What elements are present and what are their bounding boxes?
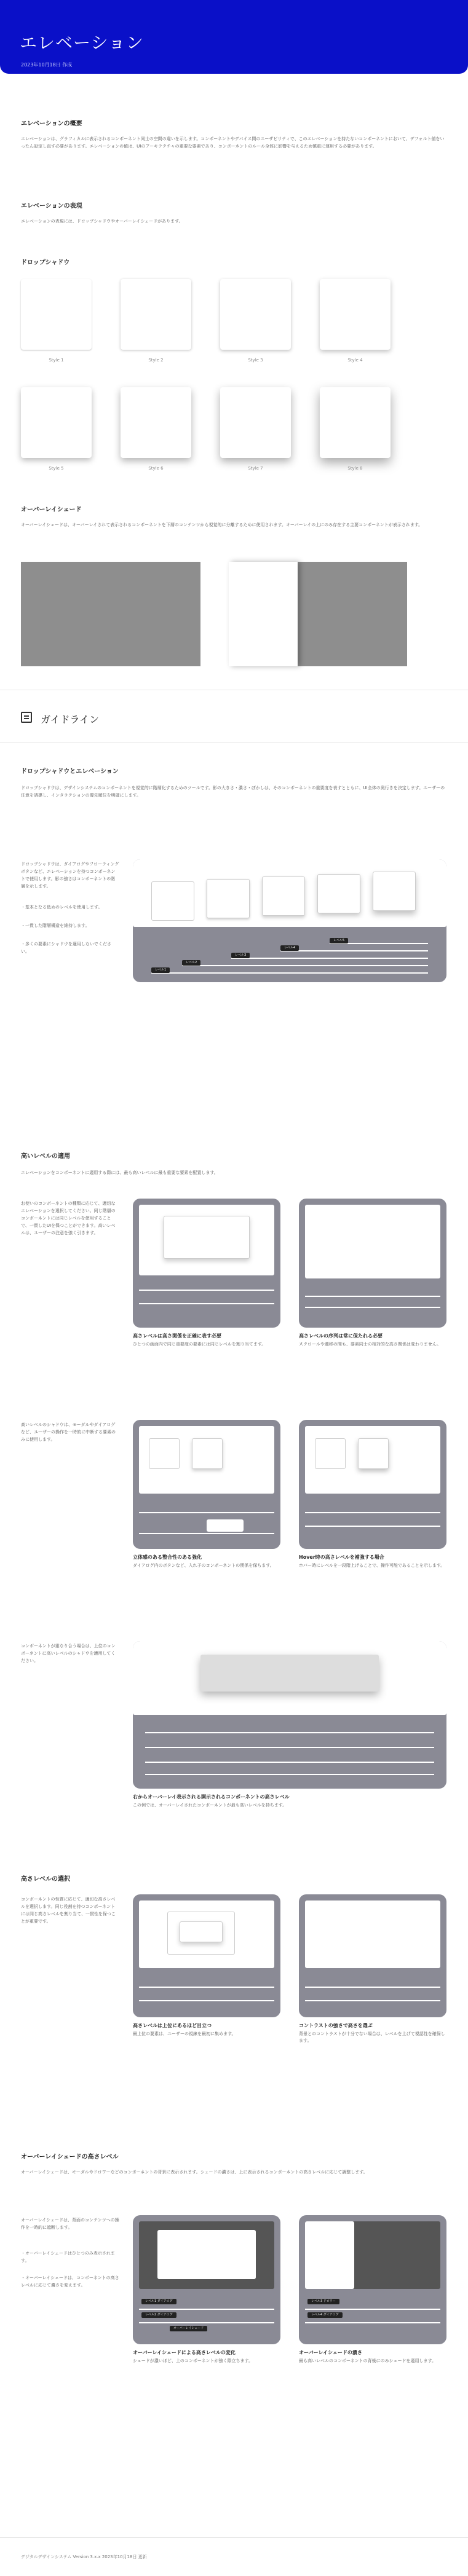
dse-side-bullet: ・一貫した階層構造を維持します。 [21,923,90,928]
shadow-style-label: Style 3 [248,358,263,363]
ovlevel-card-2-frame [299,2215,446,2344]
shadow-style-label: Style 2 [148,358,164,363]
level-line [305,1296,440,1297]
demo-card-level-1 [151,881,194,921]
overlay-text: オーバーレイシェードは、オーバーレイされて表示されるコンポーネントを下層のコンテンツから視覚的に分離するために使用されます。オーバーレイの上にのみ存在する主要コンポーネントが表示されます。 [21,522,423,527]
dropshadow-heading: ドロップシャドウ [21,259,70,266]
overlay-example-full [21,562,200,666]
shadow-style-8 [320,387,391,458]
shadow-style-4 [320,279,391,350]
overlay-example-half [229,562,407,666]
level-line [139,1533,274,1534]
ovlevel-card-1-text: シェードが濃いほど、上のコンポーネントが強く際立ちます。 [133,2358,253,2363]
dse-text: ドロップシャドウは、デザインシステムのコンポーネントを視覚的に階層化するためのツールです。影の大きさ・濃さ・ぼかしは、そのコンポーネントの重要度を表すとともに、UI全体の奥行きを決定します。ユーザーの注意を誘導し、インタラクションの優先順位を明確にします。 [21,786,445,798]
high-side-text: コンポーネントが重なり合う場合は、上位のコンポーネントに高いレベルのシャドウを適用してください。 [21,1644,116,1663]
shadow-style-label: Style 8 [347,466,363,471]
high-card-4-title: Hover時の高さレベルを補強する場合 [299,1554,384,1560]
level-line [139,1290,274,1291]
shadow-style-6 [121,387,191,458]
choose-card-1-text: 最上位の要素は、ユーザーの視線を最初に集めます。 [133,2031,236,2036]
demo-card-level-3 [262,876,305,916]
level-tag: レベル3 [231,953,250,958]
high-card-3-frame [133,1420,280,1549]
ovlevel-card-1-title: オーバーレイシェードによる高さレベルの変化 [133,2350,236,2355]
high-card-5-title: 右からオーバーレイ表示される開示されるコンポーネントの高さレベル [133,1794,290,1800]
choose-side-text: コンポーネントの性質に応じて、適切な高さレベルを選択します。同じ役割を持つコンポーネントには同じ高さレベルを割り当て、一貫性を保つことが重要です。 [21,1897,116,1924]
level-line [305,1512,440,1513]
shadow-style-label: Style 6 [148,466,164,471]
level-line [182,965,428,966]
high-side-text: お使いのコンポーネントの種類に応じて、適切なエレベーションを選択してください。同じ階層のコンポーネントには同じレベルを使用することで、一貫したUIを保つことができます。高いレベルは、ユーザーの注意を強く引きます。 [21,1201,116,1235]
choose-card-2-title: コントラストの強さで高さを選ぶ [299,2023,373,2028]
demo-card-level-2 [207,879,250,918]
kinds-heading: エレベーションの表現 [21,203,82,210]
demo-dialog [164,1216,250,1259]
demo-card-level-5 [373,872,416,911]
high-card-3-title: 立体感のある整合性のある強化 [133,1554,202,1560]
level-tag: オーバーレイシェード [170,2326,207,2331]
created-date: 2023年10月18日 作成 [21,62,73,68]
level-tag: レベル1 ダイアログ [141,2299,176,2304]
ovlevel-heading: オーバーレイシェードの高さレベル [21,2154,119,2160]
level-line [305,2309,440,2310]
dse-demo-frame [133,859,446,982]
demo-surface [305,1900,440,1968]
kinds-text: エレベーションの表現には、ドロップシャドウやオーバーレイシェードがあります。 [21,219,183,224]
dse-heading: ドロップシャドウとエレベーション [21,768,119,775]
high-text: エレベーションをコンポーネントに適用する際には、最も高いレベルに最も重要な要素を配置します。 [21,1170,218,1175]
overview-text: エレベーションは、グラフィカルに表示されるコンポーネント同士の空間の違いを示します。コンポーネントやデバイス間のユーザビリティで、このエレベーションを持たないコンポーネントにおいて、デフォルト値をいったん設定し直す必要があります。エレベーションの値は、UIのアーキテクチャの重要な要素であり、コンポーネントのルール全体に影響を与えるため慎重に運用する必要があります。 [21,136,445,149]
high-card-1-frame [133,1199,280,1328]
dse-side-bullet: ・基本となる低めのレベルを使用します。 [21,905,103,910]
high-card-4-frame [299,1420,446,1549]
shadow-style-label: Style 5 [49,466,64,471]
demo-drawer [305,2221,354,2289]
level-tag: レベル1 [151,967,170,973]
demo-dialog [157,2230,256,2279]
ovlevel-side-text: オーバーレイシェードは、背面のコンテンツへの操作を一時的に遮断します。 [21,2218,119,2230]
choose-card-1-title: 高さレベルは上位にあるほど目立つ [133,2023,212,2028]
demo-card [192,1438,223,1469]
level-tag: レベル5 [330,938,348,943]
level-line [139,1303,274,1304]
level-line [145,1762,434,1763]
level-line [305,1526,440,1527]
ovlevel-card-2-title: オーバーレイシェードの濃さ [299,2350,362,2355]
shadow-style-2 [121,279,191,350]
dse-side-bullet: ・多くの要素にシャドウを適用しないでください。 [21,942,111,954]
shadow-style-3 [220,279,291,350]
level-line [305,2322,440,2323]
demo-surface [305,1205,440,1278]
level-line [305,2000,440,2001]
high-card-2-frame [299,1199,446,1328]
overlay-heading: オーバーレイシェード [21,506,82,513]
level-line [145,1732,434,1733]
level-line [145,1774,434,1775]
overview-heading: エレベーションの概要 [21,120,82,127]
high-card-4-text: ホバー時にレベルを一段階上げることで、操作可能であることを示します。 [299,1563,445,1568]
shadow-style-5 [21,387,92,458]
level-line [151,972,428,974]
overlay-panel [229,562,298,666]
page-header [0,0,468,74]
demo-card-hover [358,1438,389,1469]
page-title: エレベーション [20,33,144,53]
level-line [305,1987,440,1988]
high-card-1-title: 高さレベルは高さ関係を正確に表す必要 [133,1333,221,1339]
demo-card-level-4 [317,874,360,913]
guideline-icon [21,712,32,723]
high-card-3-text: ダイアログ内のボタンなど、入れ子のコンポーネントの関係を保ちます。 [133,1563,274,1568]
level-tag: レベル4 ダイアログ [307,2312,343,2318]
choose-card-1-frame [133,1894,280,2017]
level-line [231,958,428,959]
ovlevel-side-bullet: ・オーバーレイシェードは、コンポーネントの高さレベルに応じて濃さを変えます。 [21,2275,119,2288]
level-line [305,1307,440,1308]
high-card-2-text: スクロールや遷移の間も、要素同士の相対的な高さ関係は変わりません。 [299,1342,442,1347]
ovlevel-card-2-text: 最も高いレベルのコンポーネントの背後にのみシェードを適用します。 [299,2358,436,2363]
level-line [139,2309,274,2310]
level-tag: レベル3 ドロワー [307,2299,339,2304]
shadow-style-label: Style 7 [248,466,263,471]
demo-card [315,1438,346,1469]
choose-card-2-text: 背景とのコントラストが十分でない場合は、レベルを上げて視認性を確保します。 [299,2031,445,2043]
level-line [280,950,428,951]
shadow-style-7 [220,387,291,458]
level-tag: レベル4 [280,945,299,951]
level-line [145,1747,434,1748]
high-side-text: 高いレベルのシャドウは、モーダルやダイアログなど、ユーザーの操作を一時的に中断する要素のみに使用します。 [21,1422,116,1442]
demo-dialog-inner [180,1921,223,1942]
level-line [139,2000,274,2001]
section-divider [0,742,468,743]
guideline-title: ガイドライン [41,714,100,725]
choose-card-2-frame [299,1894,446,2017]
high-card-5-frame [133,1641,446,1789]
shadow-style-label: Style 4 [347,358,363,363]
ovlevel-side-bullet: ・オーバーレイシェードはひとつのみ表示されます。 [21,2251,115,2263]
demo-card [149,1438,180,1469]
level-tag: レベル2 ダイアログ [141,2312,176,2318]
ovlevel-text: オーバーレイシェードは、モーダルやドロワーなどのコンポーネントの背景に表示されます。シェードの濃さは、上に表示されるコンポーネントの高さレベルに応じて調整します。 [21,2170,368,2175]
demo-button [207,1519,244,1532]
high-card-2-title: 高さレベルの序列は常に保たれる必要 [299,1333,383,1339]
high-card-1-text: ひとつの画面内で同じ重要度の要素には同じレベルを割り当てます。 [133,1342,266,1347]
shadow-style-1 [21,279,92,350]
ovlevel-card-1-frame [133,2215,280,2344]
dse-side-text: ドロップシャドウは、ダイアログやフローティングボタンなど、エレベーションを持つコンポーネントで使用します。影の強さはコンポーネントの階層を示します。 [21,862,119,889]
demo-overlay-panel [200,1655,379,1692]
footer-divider [0,2537,468,2538]
level-line [139,1512,274,1513]
level-line [139,1987,274,1988]
level-line [139,2322,274,2323]
high-heading: 高いレベルの適用 [21,1153,70,1160]
high-card-5-text: この例では、オーバーレイされたコンポーネントが最も高いレベルを持ちます。 [133,1803,287,1808]
footer-text: デジタルデザインシステム Version 3.x.x 2023年10月18日 更新 [21,2554,147,2559]
shadow-style-label: Style 1 [49,358,64,363]
choose-heading: 高さレベルの選択 [21,1876,70,1883]
level-tag: レベル2 [182,960,200,966]
